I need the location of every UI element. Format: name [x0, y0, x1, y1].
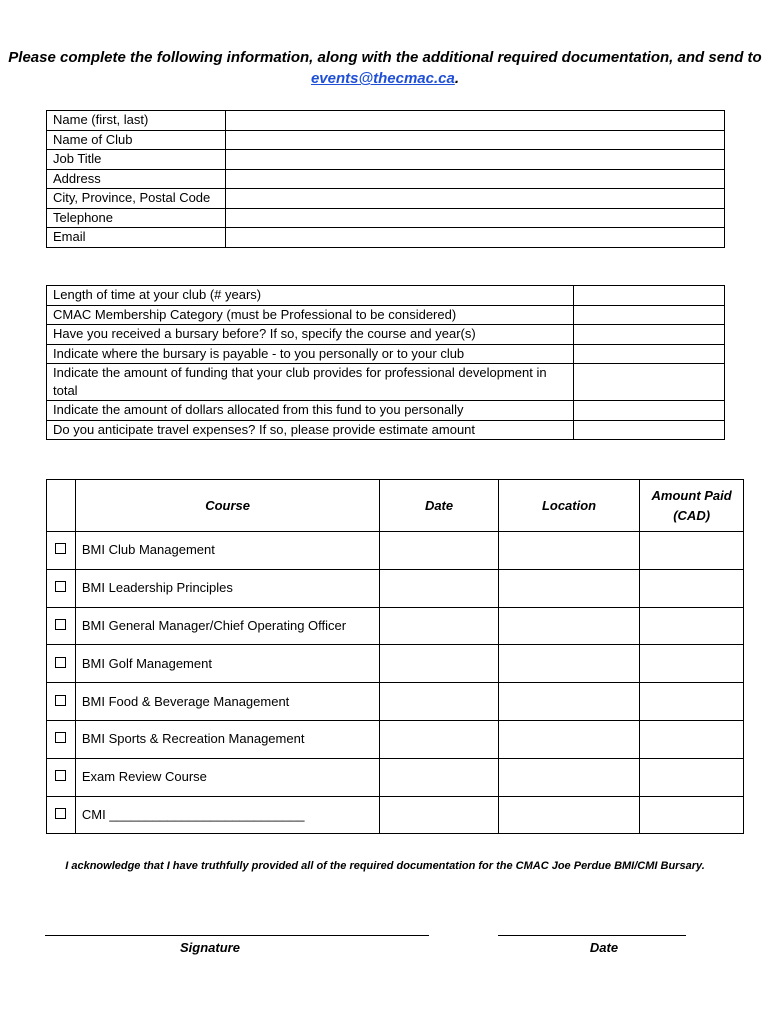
field-input[interactable]: [226, 169, 725, 189]
field-input[interactable]: [574, 364, 725, 401]
location-cell[interactable]: [498, 569, 640, 607]
date-cell[interactable]: [380, 569, 498, 607]
course-header: Course: [75, 480, 379, 532]
table-row: [47, 208, 725, 228]
table-row: [47, 305, 725, 325]
field-label: Indicate where the bursary is payable - to you personally or to your club: [47, 344, 574, 364]
course-checkbox[interactable]: [47, 796, 76, 834]
field-label: Email: [47, 228, 226, 248]
amount-cell[interactable]: [640, 683, 744, 721]
table-row: [47, 344, 725, 364]
checkbox-icon[interactable]: [55, 657, 66, 668]
questions-table: [46, 285, 725, 440]
course-row: [47, 569, 744, 607]
course-row: [47, 532, 744, 570]
field-label: Name of Club: [47, 130, 226, 150]
course-checkbox[interactable]: [47, 683, 76, 721]
field-input[interactable]: [226, 208, 725, 228]
course-checkbox[interactable]: [47, 758, 76, 796]
location-cell[interactable]: [498, 720, 640, 758]
field-label: Name (first, last): [47, 111, 226, 131]
table-row: [47, 364, 725, 401]
table-row: [47, 150, 725, 170]
course-name: BMI Leadership Principles: [75, 569, 379, 607]
course-name: BMI Club Management: [75, 532, 379, 570]
date-cell[interactable]: [380, 645, 498, 683]
course-row: [47, 796, 744, 834]
location-cell[interactable]: [498, 683, 640, 721]
location-header: Location: [498, 480, 640, 532]
table-row: [47, 286, 725, 306]
field-label: Indicate the amount of funding that your club provides for professional development in total: [47, 364, 574, 401]
field-label: City, Province, Postal Code: [47, 189, 226, 209]
field-input[interactable]: [226, 228, 725, 248]
field-input[interactable]: [574, 305, 725, 325]
intro-text: [0, 47, 770, 89]
field-input[interactable]: [574, 325, 725, 345]
location-cell[interactable]: [498, 532, 640, 570]
amount-cell[interactable]: [640, 758, 744, 796]
course-name: Exam Review Course: [75, 758, 379, 796]
course-name: BMI General Manager/Chief Operating Officer: [75, 607, 379, 645]
amount-cell[interactable]: [640, 645, 744, 683]
location-cell[interactable]: [498, 607, 640, 645]
personal-info-table: [46, 110, 725, 248]
field-input[interactable]: [226, 111, 725, 131]
amount-cell[interactable]: [640, 607, 744, 645]
location-cell[interactable]: [498, 796, 640, 834]
checkbox-icon[interactable]: [55, 808, 66, 819]
course-row: [47, 645, 744, 683]
course-checkbox[interactable]: [47, 607, 76, 645]
field-label: Indicate the amount of dollars allocated from this fund to you personally: [47, 401, 574, 421]
field-label: Length of time at your club (# years): [47, 286, 574, 306]
checkbox-icon[interactable]: [55, 581, 66, 592]
course-row: [47, 683, 744, 721]
table-row: [47, 111, 725, 131]
amount-cell[interactable]: [640, 569, 744, 607]
course-checkbox[interactable]: [47, 720, 76, 758]
date-cell[interactable]: [380, 758, 498, 796]
course-table: [46, 479, 744, 834]
amount-cell[interactable]: [640, 796, 744, 834]
location-cell[interactable]: [498, 758, 640, 796]
date-cell[interactable]: [380, 607, 498, 645]
date-cell[interactable]: [380, 683, 498, 721]
course-row: [47, 758, 744, 796]
course-header-row: [47, 480, 744, 532]
field-input[interactable]: [226, 150, 725, 170]
table-row: [47, 325, 725, 345]
checkbox-header: [47, 480, 76, 532]
course-checkbox[interactable]: [47, 645, 76, 683]
signature-label: Signature: [180, 940, 240, 955]
acknowledgement: I acknowledge that I have truthfully provided all of the required documentation for the CMAC Joe Perdue BMI/CMI Bursary.: [65, 860, 705, 872]
course-name: CMI ___________________________: [75, 796, 379, 834]
date-label: Date: [589, 940, 619, 955]
table-row: [47, 169, 725, 189]
field-label: Do you anticipate travel expenses? If so, please provide estimate amount: [47, 420, 574, 440]
checkbox-icon[interactable]: [55, 732, 66, 743]
date-cell[interactable]: [380, 720, 498, 758]
field-input[interactable]: [226, 189, 725, 209]
field-input[interactable]: [574, 401, 725, 421]
table-row: [47, 228, 725, 248]
checkbox-icon[interactable]: [55, 695, 66, 706]
amount-header: Amount Paid (CAD): [640, 480, 744, 532]
date-header: Date: [380, 480, 498, 532]
table-row: [47, 401, 725, 421]
course-checkbox[interactable]: [47, 532, 76, 570]
amount-cell[interactable]: [640, 720, 744, 758]
intro-text-part1: Please complete the following information, along with the additional required documentation, and send to: [8, 49, 762, 66]
date-cell[interactable]: [380, 532, 498, 570]
table-row: [47, 420, 725, 440]
date-cell[interactable]: [380, 796, 498, 834]
field-label: Telephone: [47, 208, 226, 228]
location-cell[interactable]: [498, 645, 640, 683]
course-name: BMI Sports & Recreation Management: [75, 720, 379, 758]
field-label: Job Title: [47, 150, 226, 170]
course-row: [47, 720, 744, 758]
field-input[interactable]: [574, 344, 725, 364]
field-input[interactable]: [574, 420, 725, 440]
field-input[interactable]: [574, 286, 725, 306]
checkbox-icon[interactable]: [55, 543, 66, 554]
field-input[interactable]: [226, 130, 725, 150]
field-label: CMAC Membership Category (must be Professional to be considered): [47, 305, 574, 325]
checkbox-icon[interactable]: [55, 619, 66, 630]
signature-line[interactable]: [45, 935, 429, 936]
checkbox-icon[interactable]: [55, 770, 66, 781]
course-checkbox[interactable]: [47, 569, 76, 607]
table-row: [47, 130, 725, 150]
table-row: [47, 189, 725, 209]
course-name: BMI Food & Beverage Management: [75, 683, 379, 721]
amount-cell[interactable]: [640, 532, 744, 570]
field-label: Have you received a bursary before? If so, specify the course and year(s): [47, 325, 574, 345]
date-line[interactable]: [498, 935, 686, 936]
course-name: BMI Golf Management: [75, 645, 379, 683]
email-link[interactable]: events@thecmac.ca: [310, 70, 455, 87]
course-row: [47, 607, 744, 645]
intro-text-part2: .: [454, 70, 460, 87]
field-label: Address: [47, 169, 226, 189]
